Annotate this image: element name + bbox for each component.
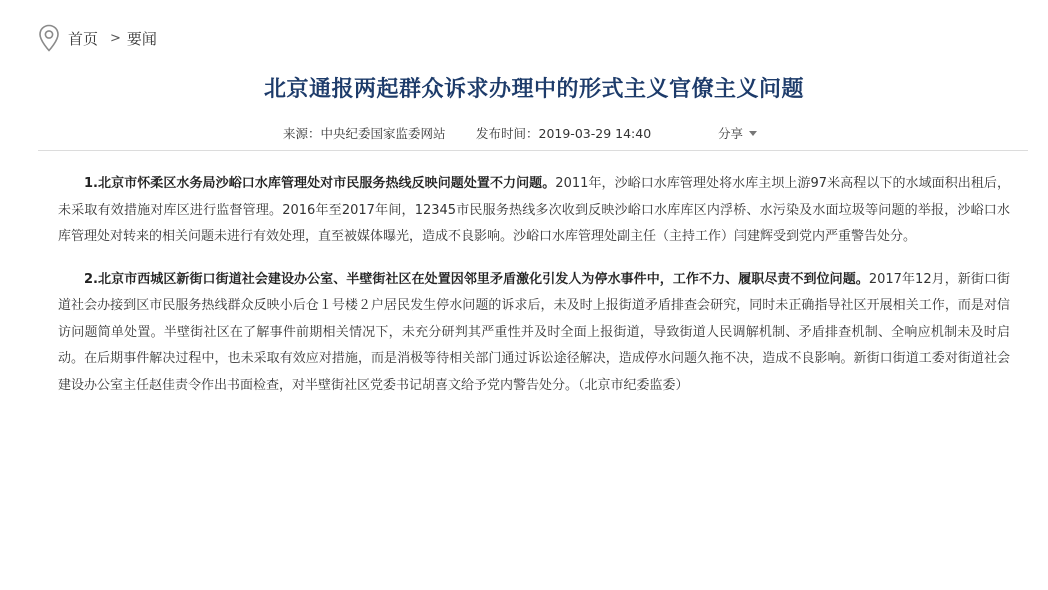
breadcrumb-current[interactable]: 要闻	[126, 29, 157, 48]
breadcrumb-separator: >	[110, 30, 121, 46]
article-paragraph	[58, 171, 1010, 251]
article-body	[58, 171, 1010, 415]
article-paragraph	[58, 267, 1010, 400]
caret-down-icon	[749, 131, 757, 136]
paragraph-text: 2011年，沙峪口水库管理处将水库主坝上游97米高程以下的水域面积出租后，未采取有效措施对库区进行监督管理。2016年至2017年间，12345市民服务热线多次收到反映沙峪口水库库区内浮桥、水污染及水面垃圾等问题的举报，沙峪口水库管理处对转来的相关问题未进行有效处理，直至被媒体曝光，造成不良影响。沙峪口水库管理处副主任（主持工作）闫建辉受到党内严重警告处分。	[58, 176, 1010, 244]
paragraph-text: 2017年12月，新街口街道社会办接到区市民服务热线群众反映小后仓１号楼２户居民发生停水问题的诉求后，未及时上报街道矛盾排查会研究，同时未正确指导社区开展相关工作，而是对信访问题简单处置。半壁街社区在了解事件前期相关情况下，未充分研判其严重性并及时全面上报街道，导致街道人民调解机制、矛盾排查机制、全响应机制未及时启动。在后期事件解决过程中，也未采取有效应对措施，而是消极等待相关部门通过诉讼途径解决，造成停水问题久拖不决，造成不良影响。新街口街道工委对街道社会建设办公室主任赵佳责令作出书面检查，对半壁街社区党委书记胡喜文给予党内警告处分。（北京市纪委监委）	[58, 271, 1010, 393]
share-label: 分享	[718, 126, 744, 141]
article-title: 北京通报两起群众诉求办理中的形式主义官僚主义问题	[263, 77, 804, 102]
header-divider	[38, 150, 1028, 151]
article-source: 来源：中央纪委国家监委网站	[283, 126, 446, 141]
breadcrumb	[38, 24, 157, 52]
article-publish-time: 发布时间：2019-03-29 14:40	[476, 126, 652, 141]
share-button[interactable]	[718, 124, 757, 142]
breadcrumb-home-link[interactable]: 首页	[68, 29, 99, 48]
article-meta	[0, 124, 1048, 142]
paragraph-lead: 1.北京市怀柔区水务局沙峪口水库管理处对市民服务热线反映问题处置不力问题。	[84, 176, 556, 191]
location-pin-icon	[38, 24, 60, 52]
paragraph-lead: 2.北京市西城区新街口街道社会建设办公室、半壁街社区在处置因邻里矛盾激化引发人为停水事件中，工作不力、履职尽责不到位问题。	[84, 271, 869, 287]
